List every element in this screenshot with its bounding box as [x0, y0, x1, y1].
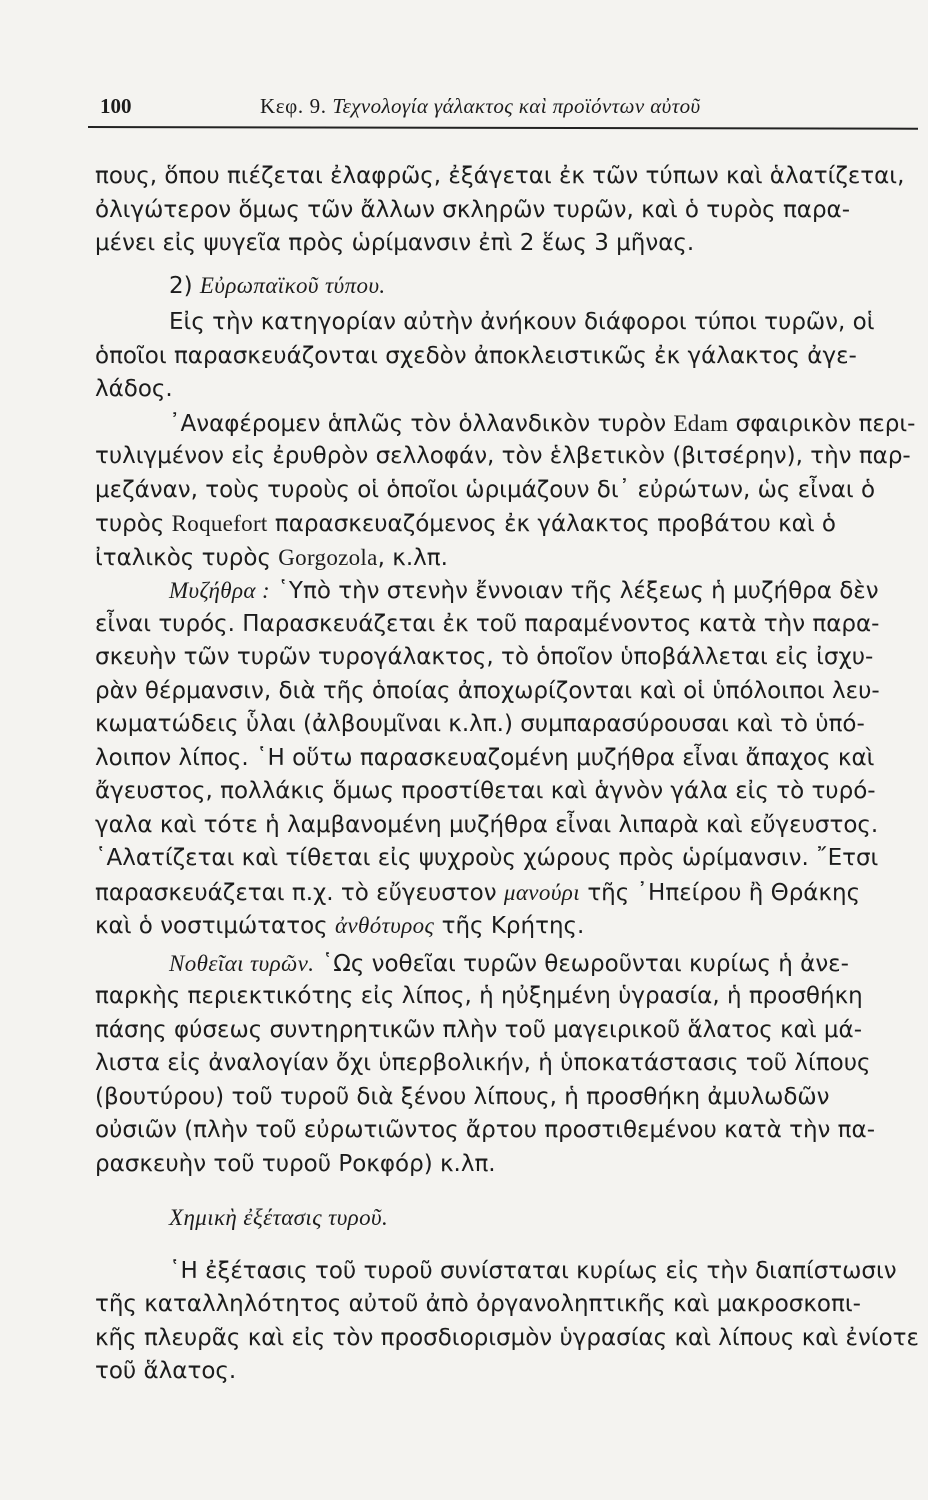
text-line: τυρὸς Roquefort παρασκευαζόμενος ἐκ γάλακτος προβάτου καὶ ὁ: [95, 511, 837, 537]
text-line: τυλιγμένον εἰς ἐρυθρὸν σελλοφάν, τὸν ἑλβετικὸν (βιτσέρην), τὴν παρ-: [95, 443, 911, 469]
text-line: ᾿Αναφέρομεν ἁπλῶς τὸν ὁλλανδικὸν τυρὸν Edam σφαιρικὸν περι-: [169, 410, 916, 437]
text-line: πους, ὅπου πιέζεται ἐλαφρῶς, ἐξάγεται ἐκ τῶν τύπων καὶ ἁλατίζεται,: [95, 163, 905, 189]
text-line: Εἰς τὴν κατηγορίαν αὐτὴν ἀνήκουν διάφοροι τύποι τυρῶν, οἱ: [169, 309, 875, 335]
text-line: ρὰν θέρμανσιν, διὰ τῆς ὁποίας ἀποχωρίζονται καὶ οἱ ὑπόλοιποι λευ-: [95, 677, 880, 704]
chapter-label: Κεφ. 9.: [260, 94, 327, 118]
text-line: ὀλιγώτερον ὅμως τῶν ἄλλων σκληρῶν τυρῶν, καὶ ὁ τυρὸς παρα-: [95, 196, 851, 223]
text-line: γαλα καὶ τότε ἡ λαμβανομένη μυζήθρα εἶναι λιπαρὰ καὶ εὔγευστος.: [95, 811, 879, 838]
section-heading-chemical-exam: Χημικὴ ἐξέτασις τυροῦ.: [169, 1205, 389, 1230]
text-line: ῾Αλατίζεται καὶ τίθεται εἰς ψυχροὺς χώρους πρὸς ὡρίμανσιν. ῎Ετσι: [95, 845, 879, 871]
text-line: τῆς καταλληλότητος αὐτοῦ ἀπὸ ὀργανοληπτικῆς καὶ μακροσκοπι-: [95, 1291, 861, 1317]
text-line: μεζάναν, τοὺς τυροὺς οἱ ὁποῖοι ὡριμάζουν δι᾿ εὐρώτων, ὡς εἶναι ὁ: [95, 476, 876, 503]
text-line: κῆς πλευρᾶς καὶ εἰς τὸν προσδιορισμὸν ὑγρασίας καὶ λίπους καὶ ἐνίοτε: [95, 1324, 919, 1351]
text-line: λοιπον λίπος. ῾Η οὕτω παρασκευαζομένη μυζήθρα εἶναι ἄπαχος καὶ: [95, 744, 875, 771]
text-line: πάσης φύσεως συντηρητικῶν πλὴν τοῦ μαγειρικοῦ ἅλατος καὶ μά-: [95, 1016, 863, 1043]
text-line: κωματώδεις ὗλαι (ἀλβουμῖναι κ.λπ.) συμπαρασύρουσαι καὶ τὸ ὑπό-: [95, 711, 865, 737]
text-line: ἰταλικὸς τυρὸς Gorgozola, κ.λπ.: [95, 544, 448, 571]
page-number: 100: [100, 94, 132, 118]
text-line: παρκὴς περιεκτικότης εἰς λίπος, ἡ ηὐξημένη ὑγρασία, ἡ προσθήκη: [95, 983, 863, 1009]
section-heading-european: 2) Εὐρωπαϊκοῦ τύπου.: [169, 272, 386, 299]
text-line: παρασκευάζεται π.χ. τὸ εὔγευστον μανούρι τῆς ᾿Ηπείρου ἢ Θράκης: [95, 879, 861, 906]
text-line: οὐσιῶν (πλὴν τοῦ εὐρωτιῶντος ἄρτου προστιθεμένου κατὰ τὴν πα-: [95, 1117, 875, 1143]
chapter-title: Τεχνολογία γάλακτος καὶ προϊόντων αὐτοῦ: [332, 94, 701, 118]
subheading-myzithra: Μυζήθρα : ῾Υπὸ τὴν στενὴν ἔννοιαν τῆς λέξεως ἡ μυζήθρα δὲν: [169, 578, 879, 604]
text-line: ὁποῖοι παρασκευάζονται σχεδὸν ἀποκλειστικῶς ἐκ γάλακτος ἀγε-: [95, 342, 857, 369]
text-line: (βουτύρου) τοῦ τυροῦ διὰ ξένου λίπους, ἡ προσθήκη ἀμυλωδῶν: [95, 1083, 830, 1110]
text-line: ρασκευὴν τοῦ τυροῦ Ροκφόρ) κ.λπ.: [95, 1150, 496, 1177]
text-line: εἶναι τυρός. Παρασκευάζεται ἐκ τοῦ παραμένοντος κατὰ τὴν παρα-: [95, 610, 880, 637]
text-line: μένει εἰς ψυγεῖα πρὸς ὡρίμανσιν ἐπὶ 2 ἕως 3 μῆνας.: [95, 230, 695, 256]
body-text: [95, 160, 928, 1389]
text-line: ῾Η ἐξέτασις τοῦ τυροῦ συνίσταται κυρίως εἰς τὴν διαπίστωσιν: [169, 1257, 897, 1284]
text-line: σκευὴν τῶν τυρῶν τυρογάλακτος, τὸ ὁποῖον ὑποβάλλεται εἰς ἰσχυ-: [95, 644, 874, 670]
subheading-cheese-adulteration: Νοθεῖαι τυρῶν. ῾Ως νοθεῖαι τυρῶν θεωροῦνται κυρίως ἡ ἀνε-: [169, 950, 849, 977]
text-line: τοῦ ἅλατος.: [95, 1358, 237, 1384]
text-line: λάδος.: [95, 376, 173, 402]
text-line: καὶ ὁ νοστιμώτατος ἀνθότυρος τῆς Κρήτης.: [95, 913, 585, 939]
running-head-title: [260, 94, 701, 119]
text-line: λιστα εἰς ἀναλογίαν ὄχι ὑπερβολικήν, ἡ ὑποκατάστασις τοῦ λίπους: [95, 1050, 871, 1076]
text-line: ἄγευστος, πολλάκις ὅμως προστίθεται καὶ ἁγνὸν γάλα εἰς τὸ τυρό-: [95, 778, 876, 804]
